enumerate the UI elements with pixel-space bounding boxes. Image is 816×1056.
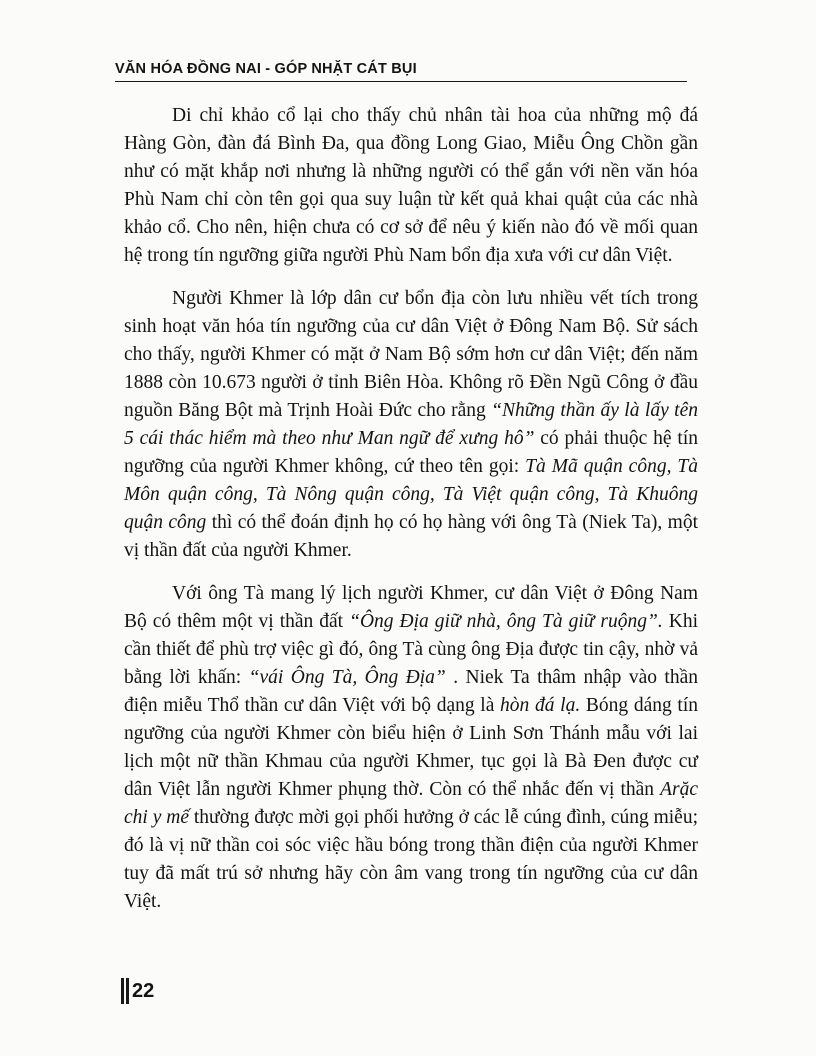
paragraph-text: Với ông Tà mang lý lịch người Khmer, cư dân Việt ở Đông Nam Bộ có thêm một vị thần đất	[124, 583, 698, 632]
paragraph-text: . Niek Ta thâm nhập vào thần điện miễu Thổ thần cư dân Việt với bộ dạng là	[124, 667, 698, 716]
paragraph-text: thường được mời gọi phối hưởng ở các lễ cúng đình, cúng miễu; đó là vị nữ thần coi sóc việc hầu bóng trong thần điện của người Khmer tuy đã mất trú sở nhưng hãy còn âm vang trong tín ngưỡng của cư dân Việt.	[124, 807, 698, 912]
deity-names: Tà Mã quận công, Tà Môn quận công, Tà Nông quận công, Tà Việt quận công, Tà Khuông quận công	[124, 456, 699, 533]
paragraph-text: Di chỉ khảo cổ lại cho thấy chủ nhân tài hoa của những mộ đá Hàng Gòn, đàn đá Bình Đa, qua đồng Long Giao, Miễu Ông Chồn gần như có mặt khắp nơi nhưng là những người có thể gắn với nền văn hóa Phù Nam chỉ còn tên gọi qua suy luận từ kết quả khai quật của các nhà khảo cổ. Cho nên, hiện chưa có cơ sở để nêu ý kiến nào đó về mối quan hệ trong tín ngưỡng giữa người Phù Nam bổn địa xưa với cư dân Việt.	[124, 105, 698, 266]
paragraph-2	[124, 285, 698, 565]
page-footer	[121, 978, 154, 1004]
paragraph-text: thì có thể đoán định họ có họ hàng với ông Tà (Niek Ta), một vị thần đất của người Khmer.	[124, 512, 698, 561]
paragraph-text: có phải thuộc hệ tín ngưỡng của người Khmer không, cứ theo tên gọi:	[124, 428, 698, 477]
paragraph-3	[124, 580, 698, 916]
double-bar-icon	[121, 978, 129, 1004]
running-header	[115, 60, 687, 82]
prayer-quote: “vái Ông Tà, Ông Địa”	[248, 667, 446, 688]
quotation: “Ông Địa giữ nhà, ông Tà giữ ruộng”.	[349, 611, 663, 632]
paragraph-1	[124, 102, 698, 270]
body-text	[124, 102, 698, 931]
paragraph-text: Người Khmer là lớp dân cư bổn địa còn lưu nhiều vết tích trong sinh hoạt văn hóa tín ngưỡng của cư dân Việt ở Đông Nam Bộ. Sử sách cho thấy, người Khmer có mặt ở Nam Bộ sớm hơn cư dân Việt; đến năm 1888 còn 10.673 người ở tỉnh Biên Hòa. Không rõ Đền Ngũ Công ở đầu nguồn Băng Bột mà Trịnh Hoài Đức cho rằng	[124, 288, 698, 421]
paragraph-text: Bóng dáng tín ngưỡng của người Khmer còn biểu hiện ở Linh Sơn Thánh mẫu với lai lịch một nữ thần Khmau của người Khmer, tục gọi là Bà Đen được cư dân Việt lẫn người Khmer phụng thờ. Còn có thể nhắc đến vị thần	[124, 695, 698, 800]
deity-name: Arặc chi y mế	[124, 779, 698, 828]
book-title: VĂN HÓA ĐỒNG NAI - GÓP NHẶT CÁT BỤI	[115, 61, 417, 77]
page-number: 22	[132, 979, 155, 1002]
quotation: “Những thần ấy là lấy tên 5 cái thác hiểm mà theo như Man ngữ để xưng hô”	[124, 400, 698, 449]
paragraph-text: Khi cần thiết để phù trợ việc gì đó, ông Tà cùng ông Địa được tin cậy, nhờ vả bằng lời khấn:	[124, 611, 698, 688]
emphasis: hòn đá lạ.	[500, 695, 581, 716]
